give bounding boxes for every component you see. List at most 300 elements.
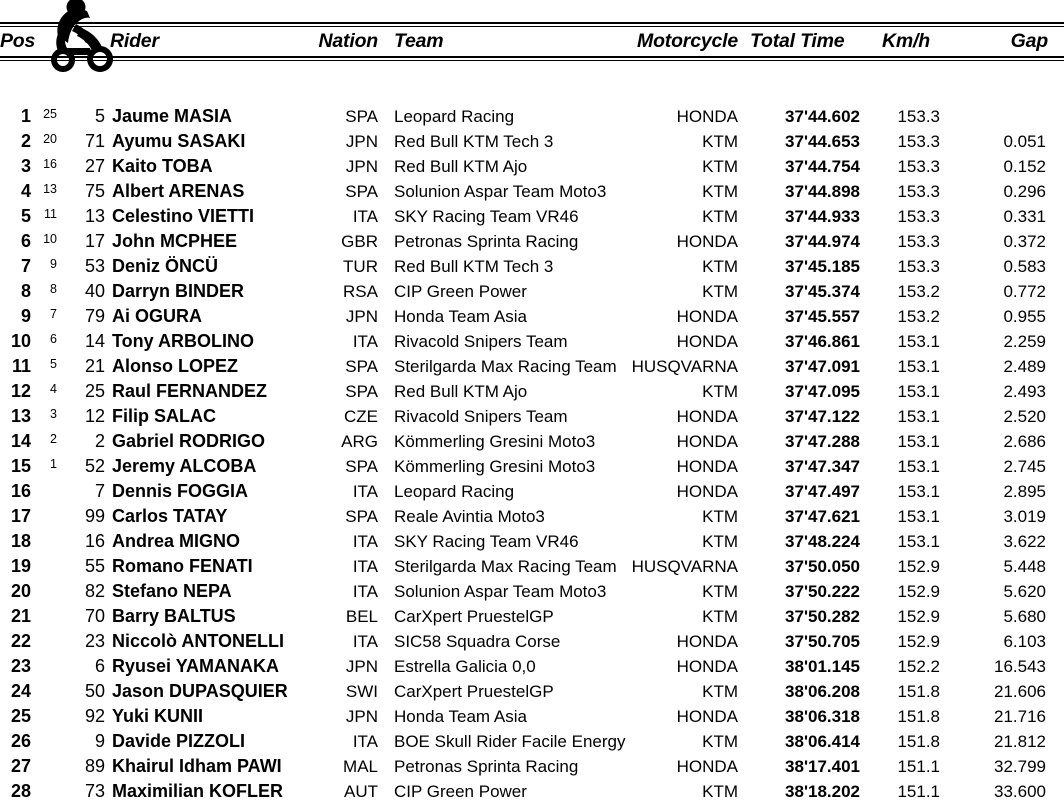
row-championship-points: 13	[43, 182, 57, 196]
row-championship-points: 1	[50, 457, 57, 471]
row-position: 23	[10, 656, 31, 676]
row-speed-kmh: 153.3	[897, 182, 940, 201]
row-motorcycle: KTM	[702, 257, 738, 276]
row-rider-name: Kaito TOBA	[112, 156, 213, 176]
column-header-gap: Gap	[1010, 30, 1048, 52]
row-team: SIC58 Squadra Corse	[394, 632, 561, 651]
row-position: 12	[10, 381, 31, 401]
row-team: Solunion Aspar Team Moto3	[394, 182, 607, 201]
row-total-time: 37'45.185	[785, 257, 860, 276]
row-championship-points: 9	[50, 257, 57, 271]
row-bike-number: 73	[84, 781, 105, 801]
row-rider-name: Deniz ÖNCÜ	[112, 256, 219, 276]
row-speed-kmh: 151.8	[897, 707, 940, 726]
row-bike-number: 27	[84, 156, 105, 176]
row-rider-name: Barry BALTUS	[112, 606, 236, 626]
row-position: 10	[10, 331, 31, 351]
row-gap: 2.520	[1003, 407, 1046, 426]
table-row[interactable]	[0, 579, 1064, 604]
row-nation: BEL	[345, 607, 378, 626]
row-motorcycle: HONDA	[676, 307, 738, 326]
row-total-time: 38'06.208	[785, 682, 860, 701]
row-team: Estrella Galicia 0,0	[394, 657, 536, 676]
row-nation: ITA	[352, 532, 378, 551]
row-speed-kmh: 153.1	[897, 332, 940, 351]
row-gap: 3.622	[1003, 532, 1046, 551]
row-motorcycle: HONDA	[676, 657, 738, 676]
row-gap: 0.372	[1003, 232, 1046, 251]
row-nation: JPN	[345, 157, 378, 176]
row-gap: 5.620	[1003, 582, 1046, 601]
header-rule-top-thick	[0, 22, 1064, 24]
table-row[interactable]	[0, 304, 1064, 329]
row-motorcycle: HONDA	[676, 232, 738, 251]
row-team: Rivacold Snipers Team	[394, 332, 568, 351]
row-motorcycle: KTM	[702, 682, 738, 701]
row-rider-name: Carlos TATAY	[112, 506, 228, 526]
row-bike-number: 55	[84, 556, 105, 576]
row-bike-number: 16	[84, 531, 105, 551]
row-championship-points: 2	[50, 432, 57, 446]
row-total-time: 37'44.933	[785, 207, 860, 226]
row-nation: JPN	[345, 132, 378, 151]
table-row[interactable]	[0, 554, 1064, 579]
row-motorcycle: HONDA	[676, 332, 738, 351]
row-bike-number: 9	[94, 731, 105, 751]
row-speed-kmh: 152.2	[897, 657, 940, 676]
row-nation: ITA	[352, 207, 378, 226]
row-nation: SPA	[345, 457, 378, 476]
row-total-time: 37'47.091	[785, 357, 860, 376]
table-row[interactable]	[0, 179, 1064, 204]
row-speed-kmh: 153.3	[897, 232, 940, 251]
row-gap: 2.493	[1003, 382, 1046, 401]
row-bike-number: 53	[84, 256, 105, 276]
row-championship-points: 6	[50, 332, 57, 346]
row-nation: ITA	[352, 557, 378, 576]
row-team: CarXpert PruestelGP	[394, 607, 554, 626]
row-nation: SPA	[345, 182, 378, 201]
table-row[interactable]	[0, 204, 1064, 229]
row-team: Sterilgarda Max Racing Team	[394, 557, 617, 576]
row-total-time: 38'01.145	[785, 657, 860, 676]
column-header-rider: Rider	[110, 30, 159, 52]
row-speed-kmh: 153.1	[897, 432, 940, 451]
row-bike-number: 99	[84, 506, 105, 526]
table-row[interactable]	[0, 654, 1064, 679]
row-gap: 2.259	[1003, 332, 1046, 351]
row-total-time: 37'50.282	[785, 607, 860, 626]
row-speed-kmh: 153.1	[897, 407, 940, 426]
row-rider-name: Khairul Idham PAWI	[112, 756, 282, 776]
column-header-motorcycle: Motorcycle	[637, 30, 738, 52]
row-team: Sterilgarda Max Racing Team	[394, 357, 617, 376]
row-position: 6	[20, 231, 31, 251]
row-total-time: 37'44.653	[785, 132, 860, 151]
row-team: Leopard Racing	[394, 107, 515, 126]
row-total-time: 37'45.557	[785, 307, 860, 326]
row-position: 8	[20, 281, 31, 301]
row-nation: RSA	[343, 282, 378, 301]
row-motorcycle: HONDA	[676, 757, 738, 776]
row-speed-kmh: 153.1	[897, 382, 940, 401]
row-position: 4	[20, 181, 31, 201]
row-position: 13	[10, 406, 31, 426]
row-gap: 21.812	[994, 732, 1046, 751]
row-bike-number: 7	[94, 481, 105, 501]
row-team: Honda Team Asia	[394, 707, 527, 726]
header-rule-bottom-thin	[0, 60, 1064, 61]
row-position: 5	[20, 206, 31, 226]
row-total-time: 37'47.122	[785, 407, 860, 426]
row-position: 9	[20, 306, 31, 326]
row-speed-kmh: 151.1	[897, 757, 940, 776]
row-championship-points: 8	[50, 282, 57, 296]
row-motorcycle: KTM	[702, 782, 738, 801]
row-position: 15	[10, 456, 31, 476]
table-row[interactable]	[0, 329, 1064, 354]
row-rider-name: Jason DUPASQUIER	[112, 681, 288, 701]
row-rider-name: Niccolò ANTONELLI	[112, 631, 285, 651]
row-total-time: 38'18.202	[785, 782, 860, 801]
row-team: Red Bull KTM Ajo	[394, 382, 528, 401]
row-bike-number: 50	[84, 681, 105, 701]
table-row[interactable]	[0, 629, 1064, 654]
row-bike-number: 14	[84, 331, 105, 351]
table-row[interactable]	[0, 279, 1064, 304]
row-nation: SPA	[345, 382, 378, 401]
table-row[interactable]	[0, 779, 1064, 804]
row-nation: ITA	[352, 632, 378, 651]
row-bike-number: 13	[84, 206, 105, 226]
row-team: Red Bull KTM Tech 3	[394, 257, 554, 276]
row-nation: ITA	[352, 482, 378, 501]
row-speed-kmh: 151.8	[897, 732, 940, 751]
row-total-time: 38'06.318	[785, 707, 860, 726]
row-nation: SWI	[345, 682, 378, 701]
row-gap: 21.606	[994, 682, 1046, 701]
row-bike-number: 92	[84, 706, 105, 726]
row-total-time: 37'50.222	[785, 582, 860, 601]
row-team: Leopard Racing	[394, 482, 515, 501]
row-total-time: 38'06.414	[785, 732, 860, 751]
row-rider-name: Filip SALAC	[112, 406, 216, 426]
table-row[interactable]	[0, 354, 1064, 379]
row-gap: 0.772	[1003, 282, 1046, 301]
row-motorcycle: KTM	[702, 207, 738, 226]
table-row[interactable]	[0, 704, 1064, 729]
row-gap: 6.103	[1003, 632, 1046, 651]
row-nation: SPA	[345, 507, 378, 526]
header-rule-bottom-thick	[0, 56, 1064, 58]
row-rider-name: Albert ARENAS	[112, 181, 245, 201]
row-gap: 0.955	[1003, 307, 1046, 326]
row-total-time: 37'44.898	[785, 182, 860, 201]
table-row[interactable]	[0, 254, 1064, 279]
row-total-time: 37'47.347	[785, 457, 860, 476]
row-team: Red Bull KTM Ajo	[394, 157, 528, 176]
row-championship-points: 11	[44, 207, 57, 221]
row-speed-kmh: 153.3	[897, 107, 940, 126]
row-position: 14	[10, 431, 31, 451]
row-position: 22	[10, 631, 31, 651]
row-gap: 0.331	[1003, 207, 1046, 226]
row-team: Petronas Sprinta Racing	[394, 232, 579, 251]
row-motorcycle: KTM	[702, 532, 738, 551]
row-bike-number: 40	[84, 281, 105, 301]
row-championship-points: 5	[50, 357, 57, 371]
row-bike-number: 25	[84, 381, 105, 401]
row-rider-name: Ayumu SASAKI	[112, 131, 246, 151]
row-position: 19	[10, 556, 31, 576]
row-bike-number: 17	[84, 231, 105, 251]
row-motorcycle: KTM	[702, 607, 738, 626]
row-speed-kmh: 152.9	[897, 582, 940, 601]
row-rider-name: John MCPHEE	[112, 231, 238, 251]
row-team: Rivacold Snipers Team	[394, 407, 568, 426]
row-nation: SPA	[345, 107, 378, 126]
row-nation: SPA	[345, 357, 378, 376]
table-row[interactable]	[0, 404, 1064, 429]
row-motorcycle: KTM	[702, 732, 738, 751]
row-motorcycle: HONDA	[676, 632, 738, 651]
row-speed-kmh: 153.3	[897, 132, 940, 151]
row-bike-number: 82	[84, 581, 105, 601]
row-rider-name: Stefano NEPA	[112, 581, 232, 601]
row-motorcycle: KTM	[702, 157, 738, 176]
table-row[interactable]	[0, 504, 1064, 529]
row-bike-number: 71	[84, 131, 105, 151]
row-rider-name: Tony ARBOLINO	[112, 331, 254, 351]
row-bike-number: 79	[84, 306, 105, 326]
row-bike-number: 6	[94, 656, 105, 676]
header-labels-row	[0, 26, 1064, 56]
motorcycle-rider-icon	[46, 0, 120, 72]
row-nation: ITA	[352, 332, 378, 351]
row-position: 17	[10, 506, 31, 526]
row-motorcycle: HUSQVARNA	[631, 557, 738, 576]
table-row[interactable]	[0, 454, 1064, 479]
row-bike-number: 89	[84, 756, 105, 776]
row-bike-number: 5	[94, 106, 105, 126]
row-rider-name: Jaume MASIA	[112, 106, 233, 126]
row-speed-kmh: 152.9	[897, 557, 940, 576]
row-gap: 21.716	[994, 707, 1046, 726]
row-nation: ARG	[341, 432, 378, 451]
row-gap: 33.600	[994, 782, 1046, 801]
row-championship-points: 16	[43, 157, 57, 171]
row-total-time: 37'50.705	[785, 632, 860, 651]
row-motorcycle: KTM	[702, 507, 738, 526]
column-header-pos: Pos	[0, 30, 36, 52]
row-position: 16	[10, 481, 31, 501]
row-total-time: 37'47.621	[785, 507, 860, 526]
row-position: 20	[10, 581, 31, 601]
table-row[interactable]	[0, 129, 1064, 154]
row-speed-kmh: 153.1	[897, 532, 940, 551]
row-rider-name: Ryusei YAMANAKA	[112, 656, 280, 676]
row-rider-name: Ai OGURA	[112, 306, 202, 326]
row-nation: CZE	[344, 407, 378, 426]
row-rider-name: Alonso LOPEZ	[112, 356, 238, 376]
row-championship-points: 20	[43, 132, 57, 146]
row-motorcycle: KTM	[702, 382, 738, 401]
row-rider-name: Davide PIZZOLI	[112, 731, 246, 751]
row-position: 3	[20, 156, 31, 176]
row-championship-points: 4	[50, 382, 57, 396]
row-team: CarXpert PruestelGP	[394, 682, 554, 701]
table-row[interactable]	[0, 429, 1064, 454]
table-row[interactable]	[0, 729, 1064, 754]
row-team: Honda Team Asia	[394, 307, 527, 326]
row-speed-kmh: 153.3	[897, 157, 940, 176]
row-speed-kmh: 153.1	[897, 457, 940, 476]
row-rider-name: Gabriel RODRIGO	[112, 431, 266, 451]
column-header-nation: Nation	[318, 30, 378, 52]
row-motorcycle: KTM	[702, 582, 738, 601]
row-team: Petronas Sprinta Racing	[394, 757, 579, 776]
row-gap: 2.686	[1003, 432, 1046, 451]
column-header-total-time: Total Time	[750, 30, 845, 52]
row-rider-name: Andrea MIGNO	[112, 531, 241, 551]
table-row[interactable]	[0, 754, 1064, 779]
column-header-team: Team	[394, 30, 444, 52]
row-team: CIP Green Power	[394, 282, 527, 301]
row-position: 21	[10, 606, 31, 626]
row-speed-kmh: 153.2	[897, 282, 940, 301]
row-motorcycle: HONDA	[676, 707, 738, 726]
row-total-time: 37'44.602	[785, 107, 860, 126]
row-gap: 5.448	[1003, 557, 1046, 576]
row-motorcycle: KTM	[702, 182, 738, 201]
row-position: 7	[20, 256, 31, 276]
row-speed-kmh: 153.3	[897, 257, 940, 276]
row-gap: 5.680	[1003, 607, 1046, 626]
row-total-time: 37'50.050	[785, 557, 860, 576]
column-header-kmh: Km/h	[882, 30, 930, 52]
row-bike-number: 21	[84, 356, 105, 376]
row-motorcycle: HONDA	[676, 432, 738, 451]
row-total-time: 37'47.095	[785, 382, 860, 401]
row-position: 25	[10, 706, 31, 726]
row-gap: 2.895	[1003, 482, 1046, 501]
table-row[interactable]	[0, 379, 1064, 404]
row-gap: 3.019	[1003, 507, 1046, 526]
row-speed-kmh: 152.9	[897, 632, 940, 651]
table-row[interactable]	[0, 679, 1064, 704]
row-position: 27	[10, 756, 31, 776]
row-nation: JPN	[345, 307, 378, 326]
row-championship-points: 7	[50, 307, 57, 321]
table-row[interactable]	[0, 229, 1064, 254]
row-team: Reale Avintia Moto3	[394, 507, 545, 526]
row-total-time: 37'46.861	[785, 332, 860, 351]
row-total-time: 38'17.401	[785, 757, 860, 776]
row-bike-number: 70	[84, 606, 105, 626]
row-team: BOE Skull Rider Facile Energy	[394, 732, 626, 751]
row-team: Kömmerling Gresini Moto3	[394, 432, 596, 451]
row-bike-number: 2	[94, 431, 105, 451]
row-nation: GBR	[341, 232, 378, 251]
row-motorcycle: HUSQVARNA	[631, 357, 738, 376]
row-team: Kömmerling Gresini Moto3	[394, 457, 596, 476]
row-championship-points: 3	[50, 407, 57, 421]
row-team: CIP Green Power	[394, 782, 527, 801]
row-team: SKY Racing Team VR46	[394, 532, 579, 551]
row-nation: ITA	[352, 732, 378, 751]
row-gap: 0.051	[1003, 132, 1046, 151]
row-total-time: 37'44.974	[785, 232, 860, 251]
row-nation: JPN	[345, 657, 378, 676]
row-speed-kmh: 151.1	[897, 782, 940, 801]
row-nation: MAL	[343, 757, 378, 776]
row-rider-name: Romano FENATI	[112, 556, 253, 576]
row-speed-kmh: 152.9	[897, 607, 940, 626]
row-team: Red Bull KTM Tech 3	[394, 132, 554, 151]
row-rider-name: Jeremy ALCOBA	[112, 456, 257, 476]
row-motorcycle: HONDA	[676, 457, 738, 476]
row-championship-points: 10	[43, 232, 57, 246]
row-championship-points: 25	[43, 107, 57, 121]
row-gap: 0.583	[1003, 257, 1046, 276]
row-bike-number: 12	[84, 406, 105, 426]
row-motorcycle: HONDA	[676, 482, 738, 501]
table-row[interactable]	[0, 529, 1064, 554]
row-bike-number: 23	[84, 631, 105, 651]
row-motorcycle: KTM	[702, 132, 738, 151]
table-row[interactable]	[0, 104, 1064, 129]
table-row[interactable]	[0, 479, 1064, 504]
row-position: 18	[10, 531, 31, 551]
row-rider-name: Maximilian KOFLER	[112, 781, 284, 801]
row-nation: ITA	[352, 582, 378, 601]
row-total-time: 37'47.288	[785, 432, 860, 451]
row-bike-number: 52	[84, 456, 105, 476]
row-speed-kmh: 153.1	[897, 357, 940, 376]
row-speed-kmh: 151.8	[897, 682, 940, 701]
row-speed-kmh: 153.1	[897, 482, 940, 501]
row-position: 24	[10, 681, 31, 701]
row-bike-number: 75	[84, 181, 105, 201]
row-rider-name: Darryn BINDER	[112, 281, 245, 301]
row-nation: TUR	[343, 257, 378, 276]
results-table-header	[0, 0, 1064, 64]
row-gap: 2.745	[1003, 457, 1046, 476]
row-position: 26	[10, 731, 31, 751]
table-row[interactable]	[0, 604, 1064, 629]
row-gap: 2.489	[1003, 357, 1046, 376]
row-motorcycle: HONDA	[676, 407, 738, 426]
row-rider-name: Dennis FOGGIA	[112, 481, 249, 501]
row-total-time: 37'45.374	[785, 282, 860, 301]
table-row[interactable]	[0, 154, 1064, 179]
row-gap: 32.799	[994, 757, 1046, 776]
row-motorcycle: HONDA	[676, 107, 738, 126]
row-team: SKY Racing Team VR46	[394, 207, 579, 226]
row-motorcycle: KTM	[702, 282, 738, 301]
row-gap: 16.543	[994, 657, 1046, 676]
row-position: 2	[20, 131, 31, 151]
row-rider-name: Raul FERNANDEZ	[112, 381, 268, 401]
row-team: Solunion Aspar Team Moto3	[394, 582, 607, 601]
row-speed-kmh: 153.3	[897, 207, 940, 226]
results-rows	[0, 104, 1064, 804]
row-gap: 0.296	[1003, 182, 1046, 201]
row-speed-kmh: 153.1	[897, 507, 940, 526]
row-rider-name: Yuki KUNII	[112, 706, 204, 726]
row-position: 11	[11, 356, 31, 376]
row-total-time: 37'47.497	[785, 482, 860, 501]
